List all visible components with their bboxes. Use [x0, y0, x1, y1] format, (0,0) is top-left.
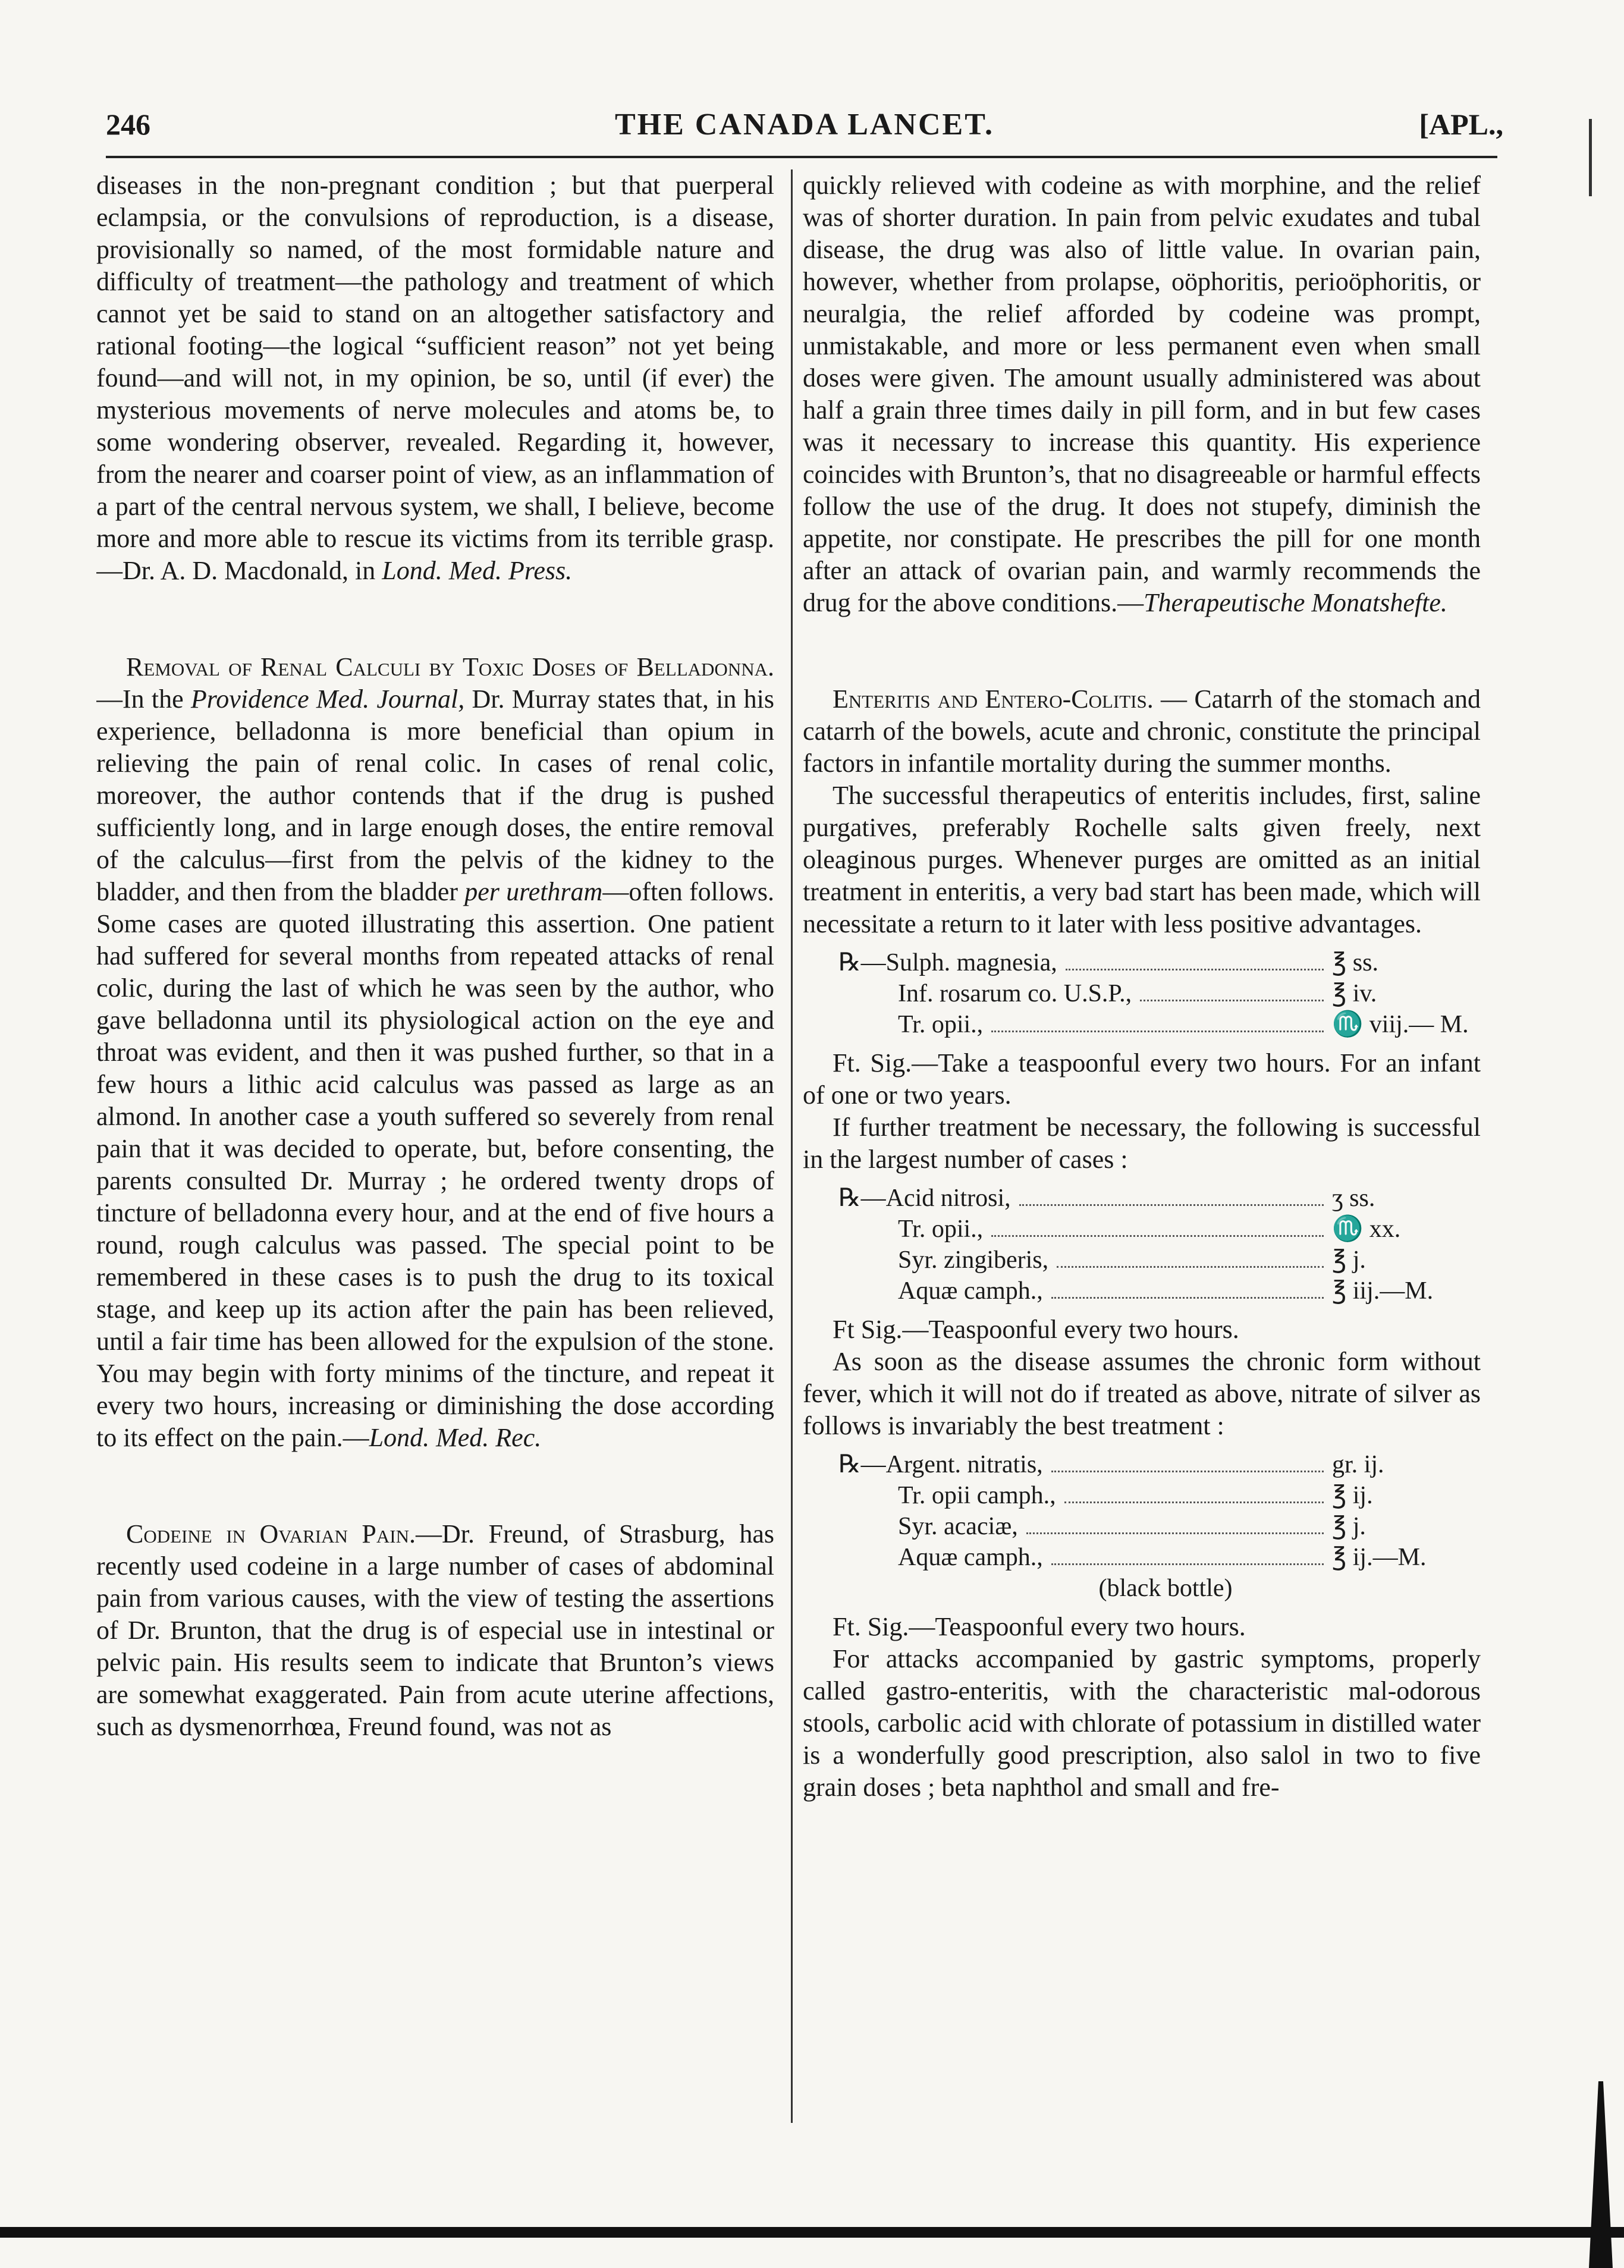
enteritis-article: Enteritis and Entero-Colitis. — Catarrh of the stomach and catarrh of the bowels, acute and chronic, constitute the principal factors in infantile mortality during the summer months. [803, 684, 1481, 778]
rx-signature: Ft Sig.—Teaspoonful every two hours. [833, 1315, 1239, 1344]
source-citation: Lond. Med. Rec. [369, 1423, 542, 1452]
gastro-enteritis: For attacks accompanied by gastric symptoms, properly called gastro-enteritis, with the characteristic mal-odorous stools, carbolic acid with chlorate of potassium in distilled water is a wonderfully good prescription, also salol in two to five grain doses ; beta naphthol and small and fre- [803, 1644, 1481, 1802]
rx-line: ℞—Acid nitrosi, ʒ ss. [838, 1185, 1375, 1212]
rx-line: Syr. zingiberis, ℥ j. [898, 1246, 1366, 1274]
rx-line: Tr. opii., ♏ xx. [898, 1215, 1401, 1243]
prescription-3 [803, 1449, 1481, 1604]
journal-reference: Providence Med. Journal, [190, 684, 465, 714]
margin-mark [1589, 119, 1592, 196]
article-heading: Removal of Renal Calculi by Toxic Doses of Belladonna. [126, 652, 774, 681]
journal-title: THE CANADA LANCET. [614, 108, 995, 142]
rx-line: ℞—Argent. nitratis, gr. ij. [838, 1451, 1384, 1478]
latin-term: per urethram [464, 877, 603, 906]
rx-line: Inf. rosarum co. U.S.P., ℥ iv. [898, 980, 1377, 1007]
column-divider [791, 169, 793, 2123]
issue-month: [APL., [1419, 108, 1503, 141]
codeine-article: Codeine in Ovarian Pain.—Dr. Freund, of Strasburg, has recently used codeine in a large number of cases of abdominal pain from various causes, with the view of testing the assertions of Dr. Brunton, that the drug is of especial use in intestinal or pelvic pain. His results seem to indicate that Brunton’s views are somewhat exaggerated. Pain from acute uterine affections, such as dysmenorrhœa, Freund found, was not as [96, 1519, 774, 1741]
rx-line: Aquæ camph., ℥ iij.—M. [898, 1277, 1434, 1305]
rx-signature: Ft. Sig.—Teaspoonful every two hours. [833, 1612, 1246, 1641]
right-column [803, 169, 1481, 2150]
rx-line: Tr. opii camph., ℥ ij. [898, 1482, 1373, 1509]
rx-line: Tr. opii., ♏ viij.— M. [898, 1011, 1469, 1038]
source-citation: Therapeutische Monatshefte. [1144, 588, 1447, 617]
renal-article: Removal of Renal Calculi by Toxic Doses of Belladonna.—In the Providence Med. Journal, Dr. Murray states that, in his experience, belladonna is more beneficial than opium in relieving the pain of renal colic. In cases of renal colic, moreover, the author contends that if the drug is pushed sufficiently long, and in large enough doses, the entire removal of the calculus—first from the pelvis of the kidney to the bladder, and then from the bladder per urethram—often follows. Some cases are quoted illustrating this assertion. One patient had suffered for several months from repeated attacks of renal colic, during the last of which he was seen by the author, who gave belladonna until its physiological action on the eye and throat was evident, and then it was pushed further, so that in a few hours a lithic acid calculus was passed as large as an almond. In another case a youth suffered so severely from renal pain that it was decided to operate, but, before consenting, the parents consulted Dr. Murray ; he ordered twenty drops of tincture of belladonna every hour, and at the end of five hours a round, rough calculus was passed. The special point to be remembered in these cases is to push the drug to its toxical stage, and keep up its action after the pain has been relieved, until a fair time has been allowed for the expulsion of the stone. You may begin with forty minims of the tincture, and repeat it every two hours, increasing or diminishing the dose according to its effect on the pain.—Lond. Med. Rec. [96, 652, 774, 1452]
prescription-2 [803, 1183, 1481, 1306]
rx-line: ℞—Sulph. magnesia, ℥ ss. [838, 949, 1378, 976]
rx-line: Aquæ camph., ℥ ij.—M. [898, 1544, 1427, 1571]
page-bottom-edge [0, 2227, 1624, 2238]
rx-note: (black bottle) [1098, 1575, 1233, 1602]
rx-signature: Ft. Sig.—Take a teaspoonful every two hours. For an infant of one or two years. [803, 1048, 1481, 1110]
chronic-form: As soon as the disease assumes the chronic form without fever, which it will not do if treated as above, nitrate of silver as follows is invariably the best treatment : [803, 1347, 1481, 1440]
page-number: 246 [106, 108, 150, 141]
article-heading: Enteritis and Entero-Colitis. [833, 684, 1154, 714]
left-column [96, 169, 774, 2150]
prescription-1 [803, 947, 1481, 1040]
article-heading: Codeine in Ovarian Pain. [126, 1519, 416, 1548]
page-header [106, 107, 1503, 155]
enteritis-therapeutics: The successful therapeutics of enteritis includes, first, saline purgatives, preferably Rochelle salts given freely, next oleaginous purges. Whenever purges are omitted as an initial treatment in enteritis, a very bad start has been made, which will necessitate a return to it later with less positive advantages. [803, 781, 1481, 938]
rx-line: Syr. acaciæ, ℥ j. [898, 1513, 1366, 1540]
codeine-continuation: quickly relieved with codeine as with morphine, and the relief was of shorter duration. In pain from pelvic exudates and tubal disease, the drug was also of little value. In ovarian pain, however, whether from prolapse, oöphoritis, perioöphoritis, or neuralgia, the relief afforded by codeine was prompt, unmistakable, and more or less permanent even when small doses were given. The amount usually administered was about half a grain three times daily in pill form, and in but few cases was it necessary to increase this quantity. His experience coincides with Brunton’s, that no disagreeable or harmful effects follow the use of the drug. It does not stupefy, diminish the appetite, nor constipate. He prescribes the pill for one month after an attack of ovarian pain, and warmly recommends the drug for the above conditions.—Therapeutische Monatshefte. [803, 171, 1481, 617]
source-citation: Lond. Med. Press. [382, 556, 573, 585]
header-rule [106, 156, 1497, 158]
further-treatment: If further treatment be necessary, the following is successful in the largest number of cases : [803, 1113, 1481, 1174]
binding-shadow [1589, 2081, 1613, 2268]
eclampsia-paragraph: diseases in the non-pregnant condition ; but that puerperal eclampsia, or the convulsions of reproduction, is a disease, provisionally so named, of the most formidable nature and difficulty of treatment—the pathology and treatment of which cannot yet be said to stand on an altogether satisfactory and rational footing—the logical “sufficient reason” not yet being found—and will not, in my opinion, be so, until (if ever) the mysterious movements of nerve molecules and atoms be, to some wondering observer, revealed. Regarding it, however, from the nearer and coarser point of view, as an inflammation of a part of the central nervous system, we shall, I believe, become more and more able to rescue its victims from its terrible grasp.—Dr. A. D. Macdonald, in Lond. Med. Press. [96, 171, 774, 585]
